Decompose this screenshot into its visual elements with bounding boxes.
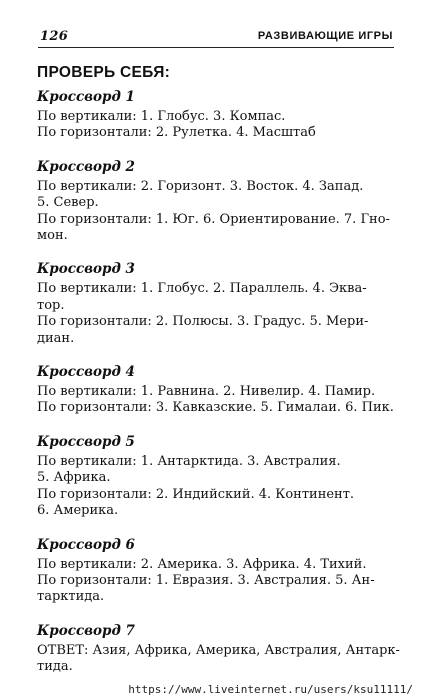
answer-line: По горизонтали: 2. Полюсы. 3. Градус. 5. Мери- [37,314,369,330]
answer-line: тор. [37,297,65,313]
header-rule [38,47,394,48]
answer-line: мон. [37,228,68,244]
answer-line: 5. Север. [37,195,99,211]
answer-line: тида. [37,659,73,675]
section-title: ПРОВЕРЬ СЕБЯ: [37,64,171,81]
crossword-2 [37,158,397,245]
answer-line: По вертикали: 1. Равнина. 2. Нивелир. 4. Памир. [37,384,376,400]
answer-line: По вертикали: 2. Америка. 3. Африка. 4. Тихий. [37,556,367,572]
answer-line: По горизонтали: 1. Юг. 6. Ориентирование. 7. Гно- [37,211,390,227]
crossword-6 [37,536,397,606]
answer-line: По горизонтали: 3. Кавказские. 5. Гималаи. 6. Пик. [37,400,394,416]
crossword-1 [37,88,397,142]
answer-line: По горизонтали: 1. Евразия. 3. Австралия. 5. Ан- [37,572,375,588]
crossword-4 [37,363,397,417]
crossword-5 [37,433,397,520]
crossword-title: Кроссворд 7 [37,622,135,639]
source-url-watermark: https://www.liveinternet.ru/users/ksu11111/ [128,683,413,696]
page-number: 126 [40,29,69,44]
crossword-title: Кроссворд 4 [37,364,135,381]
running-title: РАЗВИВАЮЩИЕ ИГРЫ [257,30,393,42]
crossword-title: Кроссворд 3 [37,261,135,278]
crossword-title: Кроссворд 2 [37,158,135,175]
answer-line: По вертикали: 1. Глобус. 3. Компас. [37,109,286,124]
crossword-title: Кроссворд 6 [37,536,135,553]
crossword-title: Кроссворд 1 [37,89,135,105]
answer-line: диан. [37,330,75,346]
answer-line: По вертикали: 2. Горизонт. 3. Восток. 4. Запад. [37,178,364,194]
crossword-7 [37,622,400,676]
answer-line: 5. Африка. [37,470,111,486]
crossword-3 [37,260,397,347]
crossword-title: Кроссворд 5 [37,433,135,450]
answer-line: По вертикали: 1. Глобус. 2. Параллель. 4. Эква- [37,281,367,297]
answer-line: По горизонтали: 2. Индийский. 4. Континент. [37,486,355,502]
answer-line: По вертикали: 1. Антарктида. 3. Австралия. [37,453,341,469]
answer-line: ОТВЕТ: Азия, Африка, Америка, Австралия, Антарк- [37,642,400,658]
page-content [37,64,400,692]
answer-line: 6. Америка. [37,503,119,519]
answer-line: По горизонтали: 2. Рулетка. 4. Масштаб [37,125,316,141]
answer-line: тарктида. [37,589,105,605]
page-header [0,0,423,50]
